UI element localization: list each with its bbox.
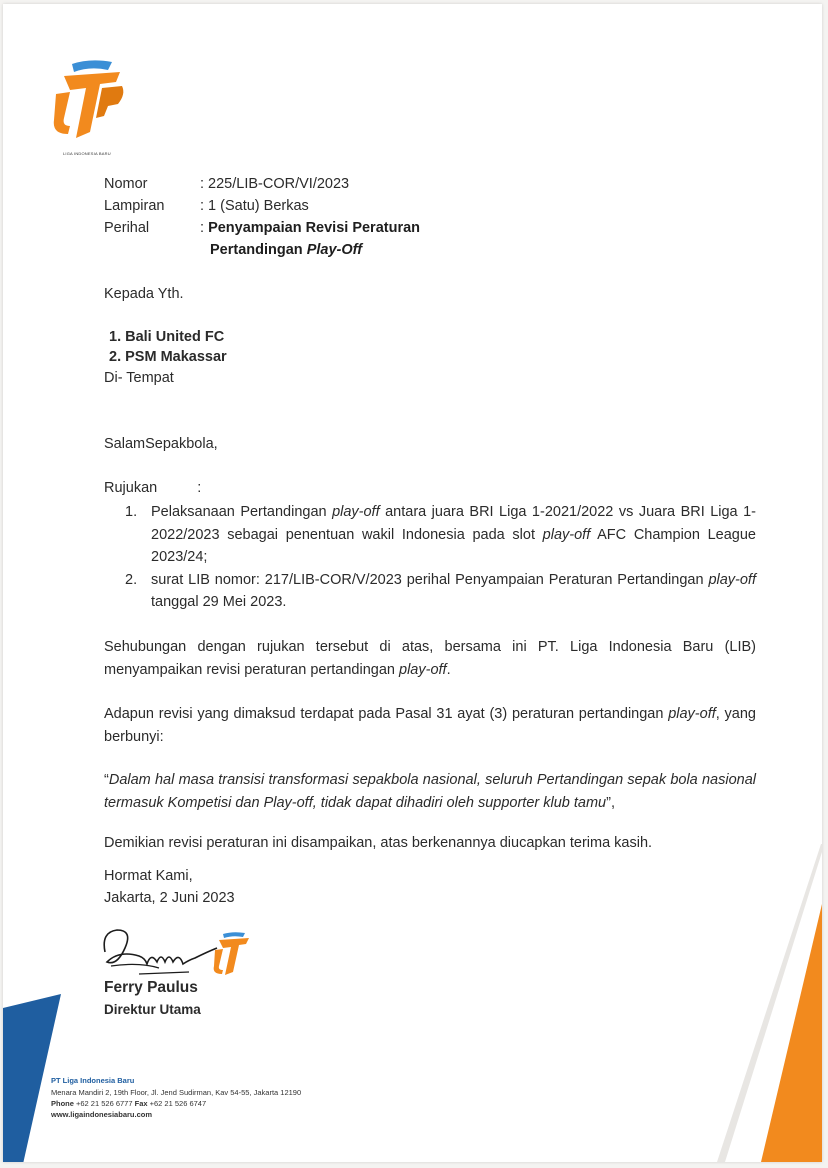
regulation-quote	[104, 769, 756, 814]
letter-page	[3, 4, 822, 1162]
footer-address: Menara Mandiri 2, 19th Floor, Jl. Jend Sudirman, Kav 54-55, Jakarta 12190	[51, 1088, 302, 1097]
footer-company: PT Liga Indonesia Baru	[51, 1076, 135, 1085]
lib-logo-icon	[50, 54, 130, 144]
place-date: Jakarta, 2 Juni 2023	[104, 890, 235, 906]
nomor-label: Nomor	[104, 176, 148, 192]
perihal-prefix: :	[200, 220, 209, 236]
meta-perihal-line2	[210, 242, 362, 258]
meta-lampiran	[104, 198, 309, 214]
regards: Hormat Kami,	[104, 868, 193, 884]
ref1-text-a: Pelaksanaan Pertandingan	[151, 504, 333, 520]
phone-number: +62 21 526 6777	[73, 1099, 135, 1108]
p1-text-a: Sehubungan dengan rujukan tersebut di atas, bersama ini PT. Liga Indonesia Baru (LIB) menyampaikan revisi peraturan pertandingan	[104, 639, 756, 678]
perihal-line2-text: Pertandingan	[210, 242, 307, 258]
phone-label: Phone	[51, 1099, 74, 1108]
lampiran-value: : 1 (Satu) Berkas	[200, 198, 309, 214]
ref1-text-b: play-off	[332, 504, 380, 520]
recipient-location: Di- Tempat	[104, 370, 174, 386]
recipient-2: 2. PSM Makassar	[109, 349, 227, 365]
body-paragraph-2	[104, 703, 756, 748]
recipient-1: 1. Bali United FC	[109, 329, 225, 345]
signature-stamp-icon	[99, 922, 259, 984]
meta-nomor	[104, 176, 349, 192]
references-label-text: Rujukan	[104, 480, 158, 496]
references-colon: :	[197, 480, 202, 496]
quote-text: Dalam hal masa transisi transformasi sepakbola nasional, seluruh Pertandingan sepak bola nasional termasuk Kompetisi dan Play-off, tidak dapat dihadiri oleh supporter klub tamu	[104, 772, 756, 811]
p2-text-c: , yang berbunyi:	[104, 706, 756, 745]
p2-text-a: Adapun revisi yang dimaksud terdapat pada Pasal 31 ayat (3) peraturan pertandingan	[104, 706, 669, 722]
ref2-text-a: surat LIB nomor: 217/LIB-COR/V/2023 perihal Penyampaian Peraturan Pertandingan	[151, 571, 709, 588]
meta-perihal	[104, 220, 420, 236]
reference-item	[125, 569, 756, 614]
reference-number: 1.	[125, 504, 138, 520]
footer-website: www.ligaindonesiabaru.com	[51, 1110, 152, 1119]
signer-name: Ferry Paulus	[104, 979, 198, 996]
salutation: SalamSepakbola,	[104, 436, 218, 452]
closing-line: Demikian revisi peraturan ini disampaikan, atas berkenannya diucapkan terima kasih.	[104, 835, 653, 851]
corner-decoration-orange-icon	[703, 844, 822, 1162]
perihal-line2-italic: Play-Off	[306, 242, 363, 258]
ref2-text-b: play-off	[708, 571, 756, 588]
signer-title: Direktur Utama	[104, 1002, 201, 1017]
fax-number: +62 21 526 6747	[147, 1099, 207, 1108]
ref1-text-d: play-off	[542, 526, 591, 543]
ref1-text-e: AFC Champion League 2023/24;	[151, 526, 756, 565]
footer-contact	[51, 1099, 206, 1108]
quote-close: ”,	[606, 794, 615, 811]
logo-caption: LIGA INDONESIA BARU	[63, 151, 111, 156]
p2-text-b: play-off	[668, 706, 716, 722]
lampiran-label: Lampiran	[104, 198, 165, 214]
reference-number: 2.	[125, 571, 138, 588]
fax-label: Fax	[134, 1099, 148, 1108]
reference-item	[125, 501, 756, 569]
p1-text-c: .	[446, 661, 451, 678]
body-paragraph-1	[104, 636, 756, 681]
references-list	[125, 501, 756, 614]
quote-open: “	[104, 772, 109, 788]
ref2-text-c: tanggal 29 Mei 2023.	[151, 594, 287, 610]
ref1-text-c: antara juara BRI Liga 1-2021/2022 vs Juara BRI Liga 1-2022/2023 sebagai penentuan wakil Indonesia pada slot	[151, 504, 756, 543]
references-label	[104, 480, 201, 496]
p1-text-b: play-off	[399, 661, 447, 678]
perihal-label: Perihal	[104, 220, 150, 236]
greeting-to: Kepada Yth.	[104, 286, 184, 302]
nomor-value: : 225/LIB-COR/VI/2023	[200, 176, 350, 192]
perihal-line1: Penyampaian Revisi Peraturan	[208, 220, 421, 236]
